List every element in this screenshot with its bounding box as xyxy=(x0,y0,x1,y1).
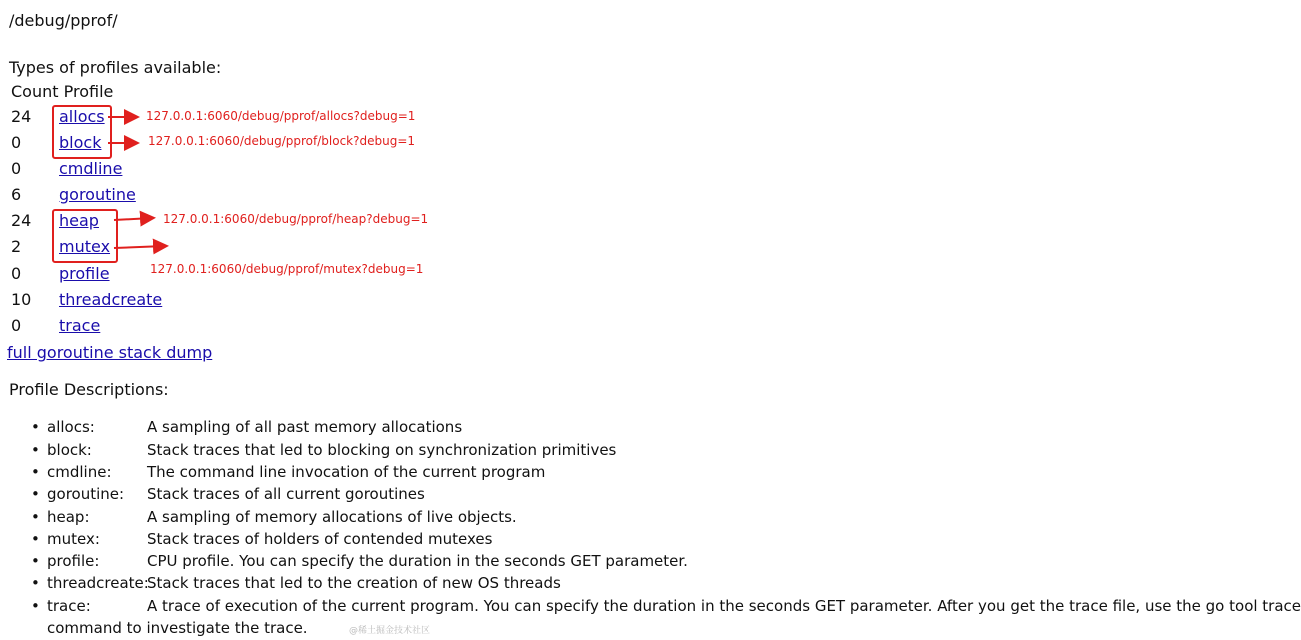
description-text: A sampling of memory allocations of live objects. xyxy=(147,508,517,526)
profile-link-heap[interactable]: heap xyxy=(59,211,99,230)
bullet-icon: • xyxy=(31,441,40,459)
profile-count: 0 xyxy=(11,159,22,178)
arrow-heap xyxy=(114,218,152,220)
bullet-icon: • xyxy=(31,418,40,436)
profile-link-cmdline[interactable]: cmdline xyxy=(59,159,123,178)
description-text: Stack traces of all current goroutines xyxy=(147,485,425,503)
bullet-icon: • xyxy=(31,485,40,503)
profile-count: 10 xyxy=(11,290,32,309)
arrow-mutex xyxy=(114,246,165,248)
description-term: heap: xyxy=(47,508,90,526)
profile-link-profile[interactable]: profile xyxy=(59,264,110,283)
description-term: mutex: xyxy=(47,530,100,548)
description-continuation: command to investigate the trace. xyxy=(47,619,308,637)
descriptions-heading: Profile Descriptions: xyxy=(9,380,169,399)
description-term: trace: xyxy=(47,597,91,615)
annotation-url-allocs: 127.0.0.1:6060/debug/pprof/allocs?debug=1 xyxy=(146,109,416,123)
bullet-icon: • xyxy=(31,552,40,570)
profile-link-threadcreate[interactable]: threadcreate xyxy=(59,290,163,309)
bullet-icon: • xyxy=(31,597,40,615)
profile-link-allocs[interactable]: allocs xyxy=(59,107,105,126)
page-title: /debug/pprof/ xyxy=(9,11,118,30)
bullet-icon: • xyxy=(31,574,40,592)
profile-link-mutex[interactable]: mutex xyxy=(59,237,111,256)
annotation-url-mutex: 127.0.0.1:6060/debug/pprof/mutex?debug=1 xyxy=(150,262,424,276)
description-text: Stack traces that led to blocking on synchronization primitives xyxy=(147,441,617,459)
profile-count: 24 xyxy=(11,211,32,230)
profile-count: 6 xyxy=(11,185,22,204)
profile-count: 0 xyxy=(11,316,22,335)
bullet-icon: • xyxy=(31,463,40,481)
description-term: allocs: xyxy=(47,418,95,436)
description-text: Stack traces of holders of contended mutexes xyxy=(147,530,493,548)
description-term: cmdline: xyxy=(47,463,112,481)
description-text: Stack traces that led to the creation of new OS threads xyxy=(147,574,561,592)
description-text: CPU profile. You can specify the duration in the seconds GET parameter. xyxy=(147,552,688,570)
bullet-icon: • xyxy=(31,508,40,526)
annotation-url-block: 127.0.0.1:6060/debug/pprof/block?debug=1 xyxy=(148,134,416,148)
annotation-arrows xyxy=(0,0,438,640)
profile-count: 2 xyxy=(11,237,22,256)
description-text: A trace of execution of the current program. You can specify the duration in the seconds GET parameter. After you get the trace file, use the go tool trace xyxy=(147,597,1301,615)
profile-count: 24 xyxy=(11,107,32,126)
profile-link-trace[interactable]: trace xyxy=(59,316,101,335)
description-text: The command line invocation of the current program xyxy=(147,463,546,481)
profile-link-block[interactable]: block xyxy=(59,133,102,152)
profile-count: 0 xyxy=(11,264,22,283)
full-goroutine-dump-link[interactable]: full goroutine stack dump xyxy=(7,343,213,362)
description-term: profile: xyxy=(47,552,100,570)
description-text: A sampling of all past memory allocations xyxy=(147,418,463,436)
description-term: block: xyxy=(47,441,92,459)
annotation-url-heap: 127.0.0.1:6060/debug/pprof/heap?debug=1 xyxy=(163,212,429,226)
description-term: goroutine: xyxy=(47,485,125,503)
watermark: @稀土掘金技术社区 xyxy=(348,626,430,636)
bullet-icon: • xyxy=(31,530,40,548)
types-heading: Types of profiles available: xyxy=(9,58,222,77)
table-header: Count Profile xyxy=(11,82,114,101)
profile-link-goroutine[interactable]: goroutine xyxy=(59,185,136,204)
description-term: threadcreate: xyxy=(47,574,149,592)
profile-count: 0 xyxy=(11,133,22,152)
